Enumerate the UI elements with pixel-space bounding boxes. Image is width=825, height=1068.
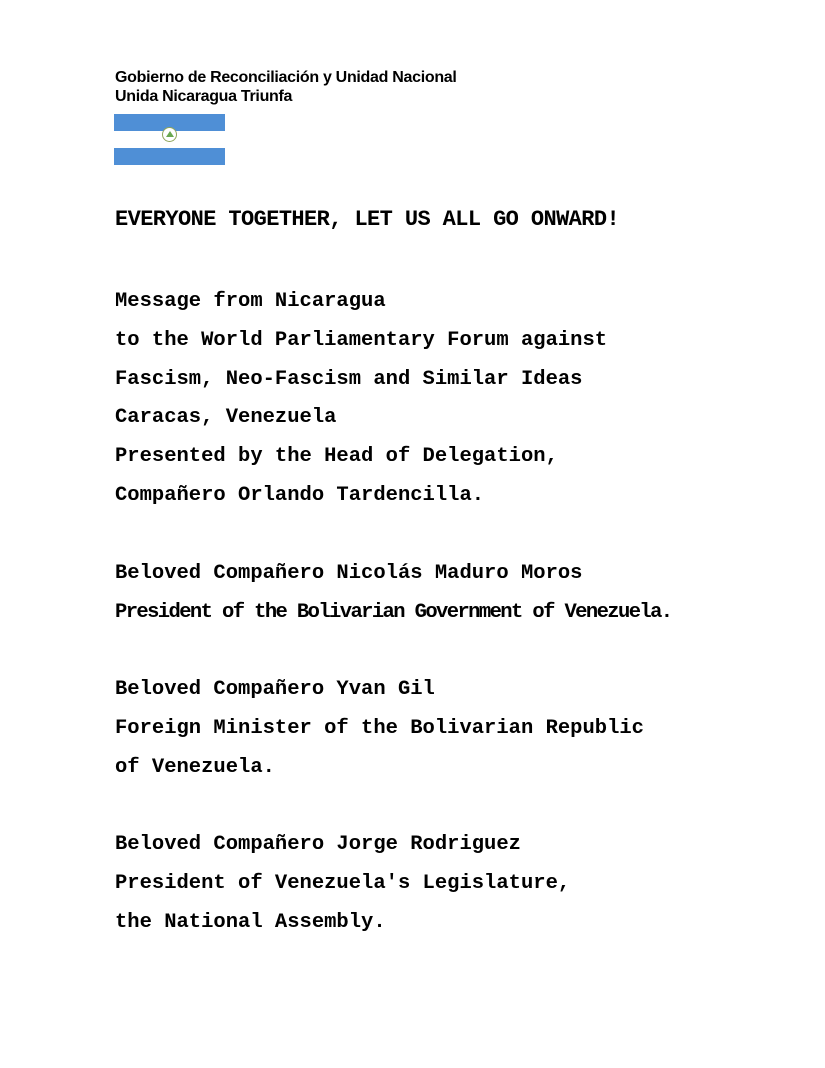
salutation-line: the National Assembly. xyxy=(115,910,386,934)
salutation-line: of Venezuela. xyxy=(115,755,275,779)
intro-line: Message from Nicaragua xyxy=(115,290,386,313)
intro-line: Caracas, Venezuela xyxy=(115,406,337,430)
salutation-line: President of the Bolivarian Government of Venezuela. xyxy=(115,600,672,624)
intro-line: Compañero Orlando Tardencilla. xyxy=(115,483,485,507)
flag-bottom-band xyxy=(114,148,225,165)
salutation-rodriguez xyxy=(115,826,570,942)
letterhead xyxy=(115,68,457,106)
intro-line: Fascism, Neo-Fascism and Similar Ideas xyxy=(115,367,583,391)
salutation-maduro xyxy=(115,555,672,633)
letterhead-line-2: Unida Nicaragua Triunfa xyxy=(115,88,293,105)
intro-line: Presented by the Head of Delegation, xyxy=(115,445,558,469)
nicaragua-flag-icon xyxy=(114,114,225,165)
salutation-line: Beloved Compañero Nicolás Maduro Moros xyxy=(115,562,583,585)
salutation-gil xyxy=(115,671,644,787)
coat-of-arms-icon xyxy=(162,127,177,142)
salutation-line: President of Venezuela's Legislature, xyxy=(115,871,571,895)
intro-line: to the World Parliamentary Forum against xyxy=(115,328,608,352)
intro-block xyxy=(115,283,607,516)
flag-middle-band xyxy=(114,131,225,148)
salutation-line: Beloved Compañero Jorge Rodriguez xyxy=(115,833,521,856)
document-title: EVERYONE TOGETHER, LET US ALL GO ONWARD! xyxy=(115,207,620,232)
letterhead-line-1: Gobierno de Reconciliación y Unidad Nacional xyxy=(115,69,457,86)
salutation-line: Foreign Minister of the Bolivarian Republic xyxy=(115,716,644,740)
salutation-line: Beloved Compañero Yvan Gil xyxy=(115,678,435,701)
